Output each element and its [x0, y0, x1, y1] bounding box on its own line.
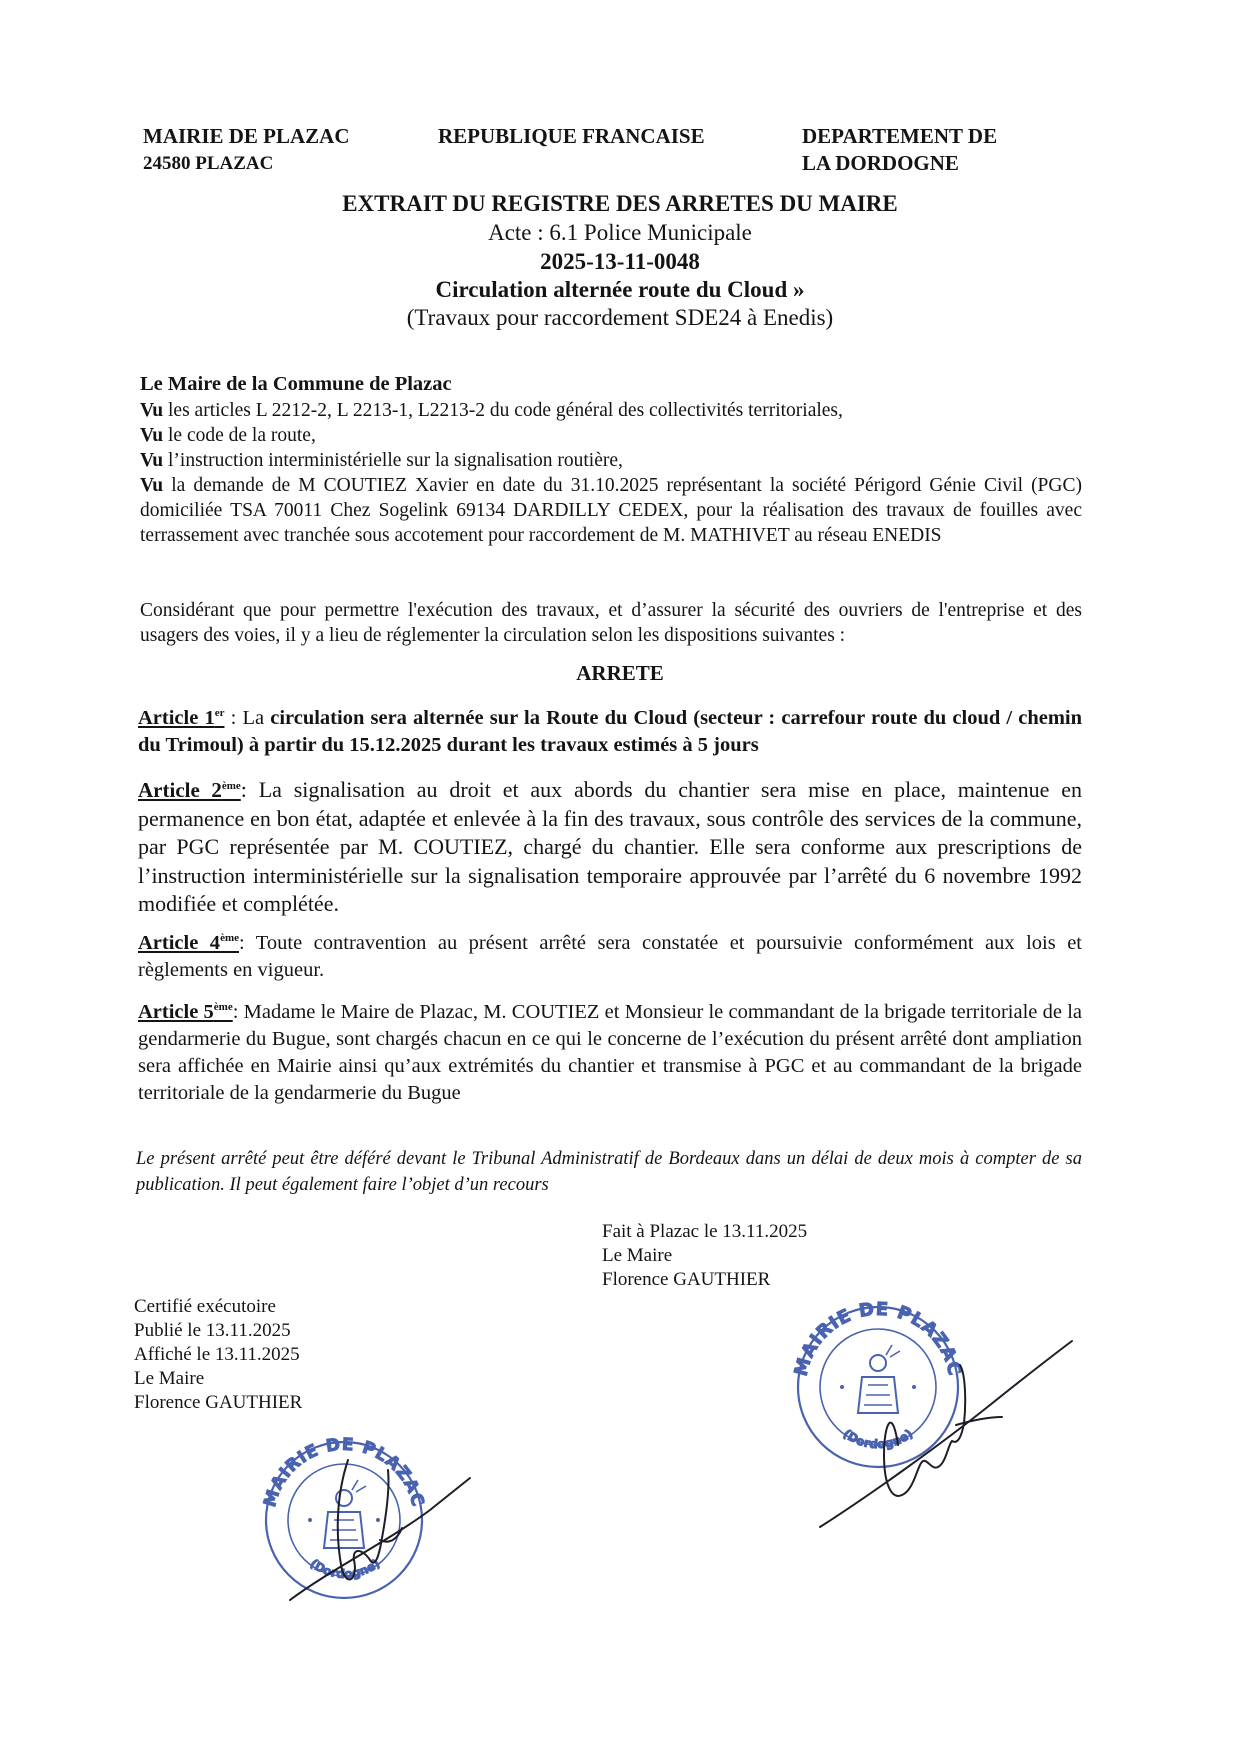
article-1-text: circulation sera alternée sur la Route du Cloud (secteur : carrefour route du cloud / chemin du Trimoul) à partir du 15.12.2025 durant les travaux estimés à 5 jours — [138, 707, 1082, 756]
article-2 — [138, 776, 1082, 919]
departement-line1: DEPARTEMENT DE — [802, 124, 998, 148]
vu-keyword: Vu — [140, 450, 164, 471]
article-1-label: Article 1er — [138, 707, 225, 729]
article-2-text: : La signalisation au droit et aux abords du chantier sera mise en place, maintenue en permanence en bon état, adaptée et enlevée à la fin des travaux, sous contrôle des services de la commune, par PGC représentée par M. COUTIEZ, chargé du chantier. Elle sera conforme aux prescriptions de l’instruction interministérielle sur la signalisation temporaire approuvée par l’arrêté du 6 novembre 1992 modifiée et complétée. — [138, 777, 1082, 916]
affiche-le: Affiché le 13.11.2025 — [134, 1344, 300, 1365]
le-maire-left: Le Maire — [134, 1368, 205, 1389]
registre-title: EXTRAIT DU REGISTRE DES ARRETES DU MAIRE — [342, 191, 898, 216]
article-1 — [138, 705, 1082, 759]
article-4 — [138, 930, 1082, 984]
marianne-emblem-icon — [308, 1480, 380, 1548]
mairie-name: MAIRIE DE PLAZAC — [143, 124, 350, 148]
mairie-stamp-right — [780, 1295, 1080, 1535]
vu-keyword: Vu — [140, 475, 164, 496]
publie-le: Publié le 13.11.2025 — [134, 1320, 291, 1341]
vu-keyword: Vu — [140, 400, 164, 421]
article-5-label: Article 5ème — [138, 1001, 233, 1023]
vu-text-4: la demande de M COUTIEZ Xavier en date du 31.10.2025 représentant la société Périgord Génie Civil (PGC) domiciliée TSA 70011 Chez Sogelink 69134 DARDILLY CEDEX, pour la réalisation des travaux de fouilles avec terrassement avec tranchée sous accotement pour raccordement de M. MATHIVET au réseau ENEDIS — [140, 475, 1082, 546]
departement-line2: LA DORDOGNE — [802, 151, 959, 175]
maire-signature-left — [290, 1460, 470, 1600]
svg-text:(Dordogne): (Dordogne) — [840, 1426, 916, 1452]
article-1-sep: : La — [224, 707, 271, 729]
svg-text:MAIRIE DE PLAZAC: MAIRIE DE PLAZAC — [260, 1434, 428, 1510]
le-maire-right: Le Maire — [602, 1245, 673, 1266]
vu-paragraph-4 — [140, 473, 1082, 548]
marianne-emblem-icon — [840, 1345, 916, 1413]
article-5 — [138, 999, 1082, 1107]
certifie-executoire: Certifié exécutoire — [134, 1296, 276, 1317]
republique-label: REPUBLIQUE FRANCAISE — [438, 124, 705, 148]
vu-line-2 — [140, 423, 1080, 448]
vu-keyword: Vu — [140, 425, 164, 446]
svg-text:MAIRIE DE PLAZAC: MAIRIE DE PLAZAC — [790, 1298, 966, 1379]
recours-notice: Le présent arrêté peut être déféré devant le Tribunal Administratif de Bordeaux dans un délai de deux mois à compter de sa publication. Il peut également faire l’objet d’un recours — [136, 1149, 1082, 1195]
maire-name-left: Florence GAUTHIER — [134, 1392, 303, 1413]
maire-name-right: Florence GAUTHIER — [602, 1269, 771, 1290]
maire-heading: Le Maire de la Commune de Plazac — [140, 373, 452, 395]
article-4-label: Article 4ème — [138, 932, 239, 954]
article-5-text: : Madame le Maire de Plazac, M. COUTIEZ et Monsieur le commandant de la brigade territoriale de la gendarmerie du Bugue, sont chargés chacun en ce qui le concerne de l’exécution du présent arrêté dont ampliation sera affichée en Mairie ainsi qu’aux extrémités du chantier et transmise à PGC et au commandant de la brigade territoriale de la gendarmerie du Bugue — [138, 1001, 1082, 1104]
acte-line: Acte : 6.1 Police Municipale — [488, 220, 752, 245]
fait-a-line: Fait à Plazac le 13.11.2025 — [602, 1221, 808, 1242]
article-2-label: Article 2ème — [138, 778, 241, 802]
arrete-number: 2025-13-11-0048 — [540, 249, 700, 274]
vu-text-3: l’instruction interministérielle sur la signalisation routière, — [163, 450, 623, 471]
svg-text:(Dordogne): (Dordogne) — [307, 1556, 383, 1582]
arrete-heading: ARRETE — [576, 661, 664, 685]
arrete-subobject: (Travaux pour raccordement SDE24 à Enedis) — [406, 305, 834, 330]
arrete-object: Circulation alternée route du Cloud » — [435, 277, 805, 302]
mairie-postcode: 24580 PLAZAC — [143, 153, 274, 174]
vu-text-1: les articles L 2212-2, L 2213-1, L2213-2 du code général des collectivités territoriales, — [163, 400, 843, 421]
vu-line-1 — [140, 398, 1080, 423]
vu-line-3 — [140, 448, 1080, 473]
considerant-paragraph: Considérant que pour permettre l'exécution des travaux, et d’assurer la sécurité des ouvriers de l'entreprise et des usagers des voies, il y a lieu de réglementer la circulation selon les dispositions suivantes : — [140, 600, 1082, 646]
article-4-text: : Toute contravention au présent arrêté sera constatée et poursuivie conformément aux lois et règlements en vigueur. — [138, 932, 1082, 981]
vu-text-2: le code de la route, — [163, 425, 316, 446]
mairie-stamp-left — [230, 1420, 490, 1620]
